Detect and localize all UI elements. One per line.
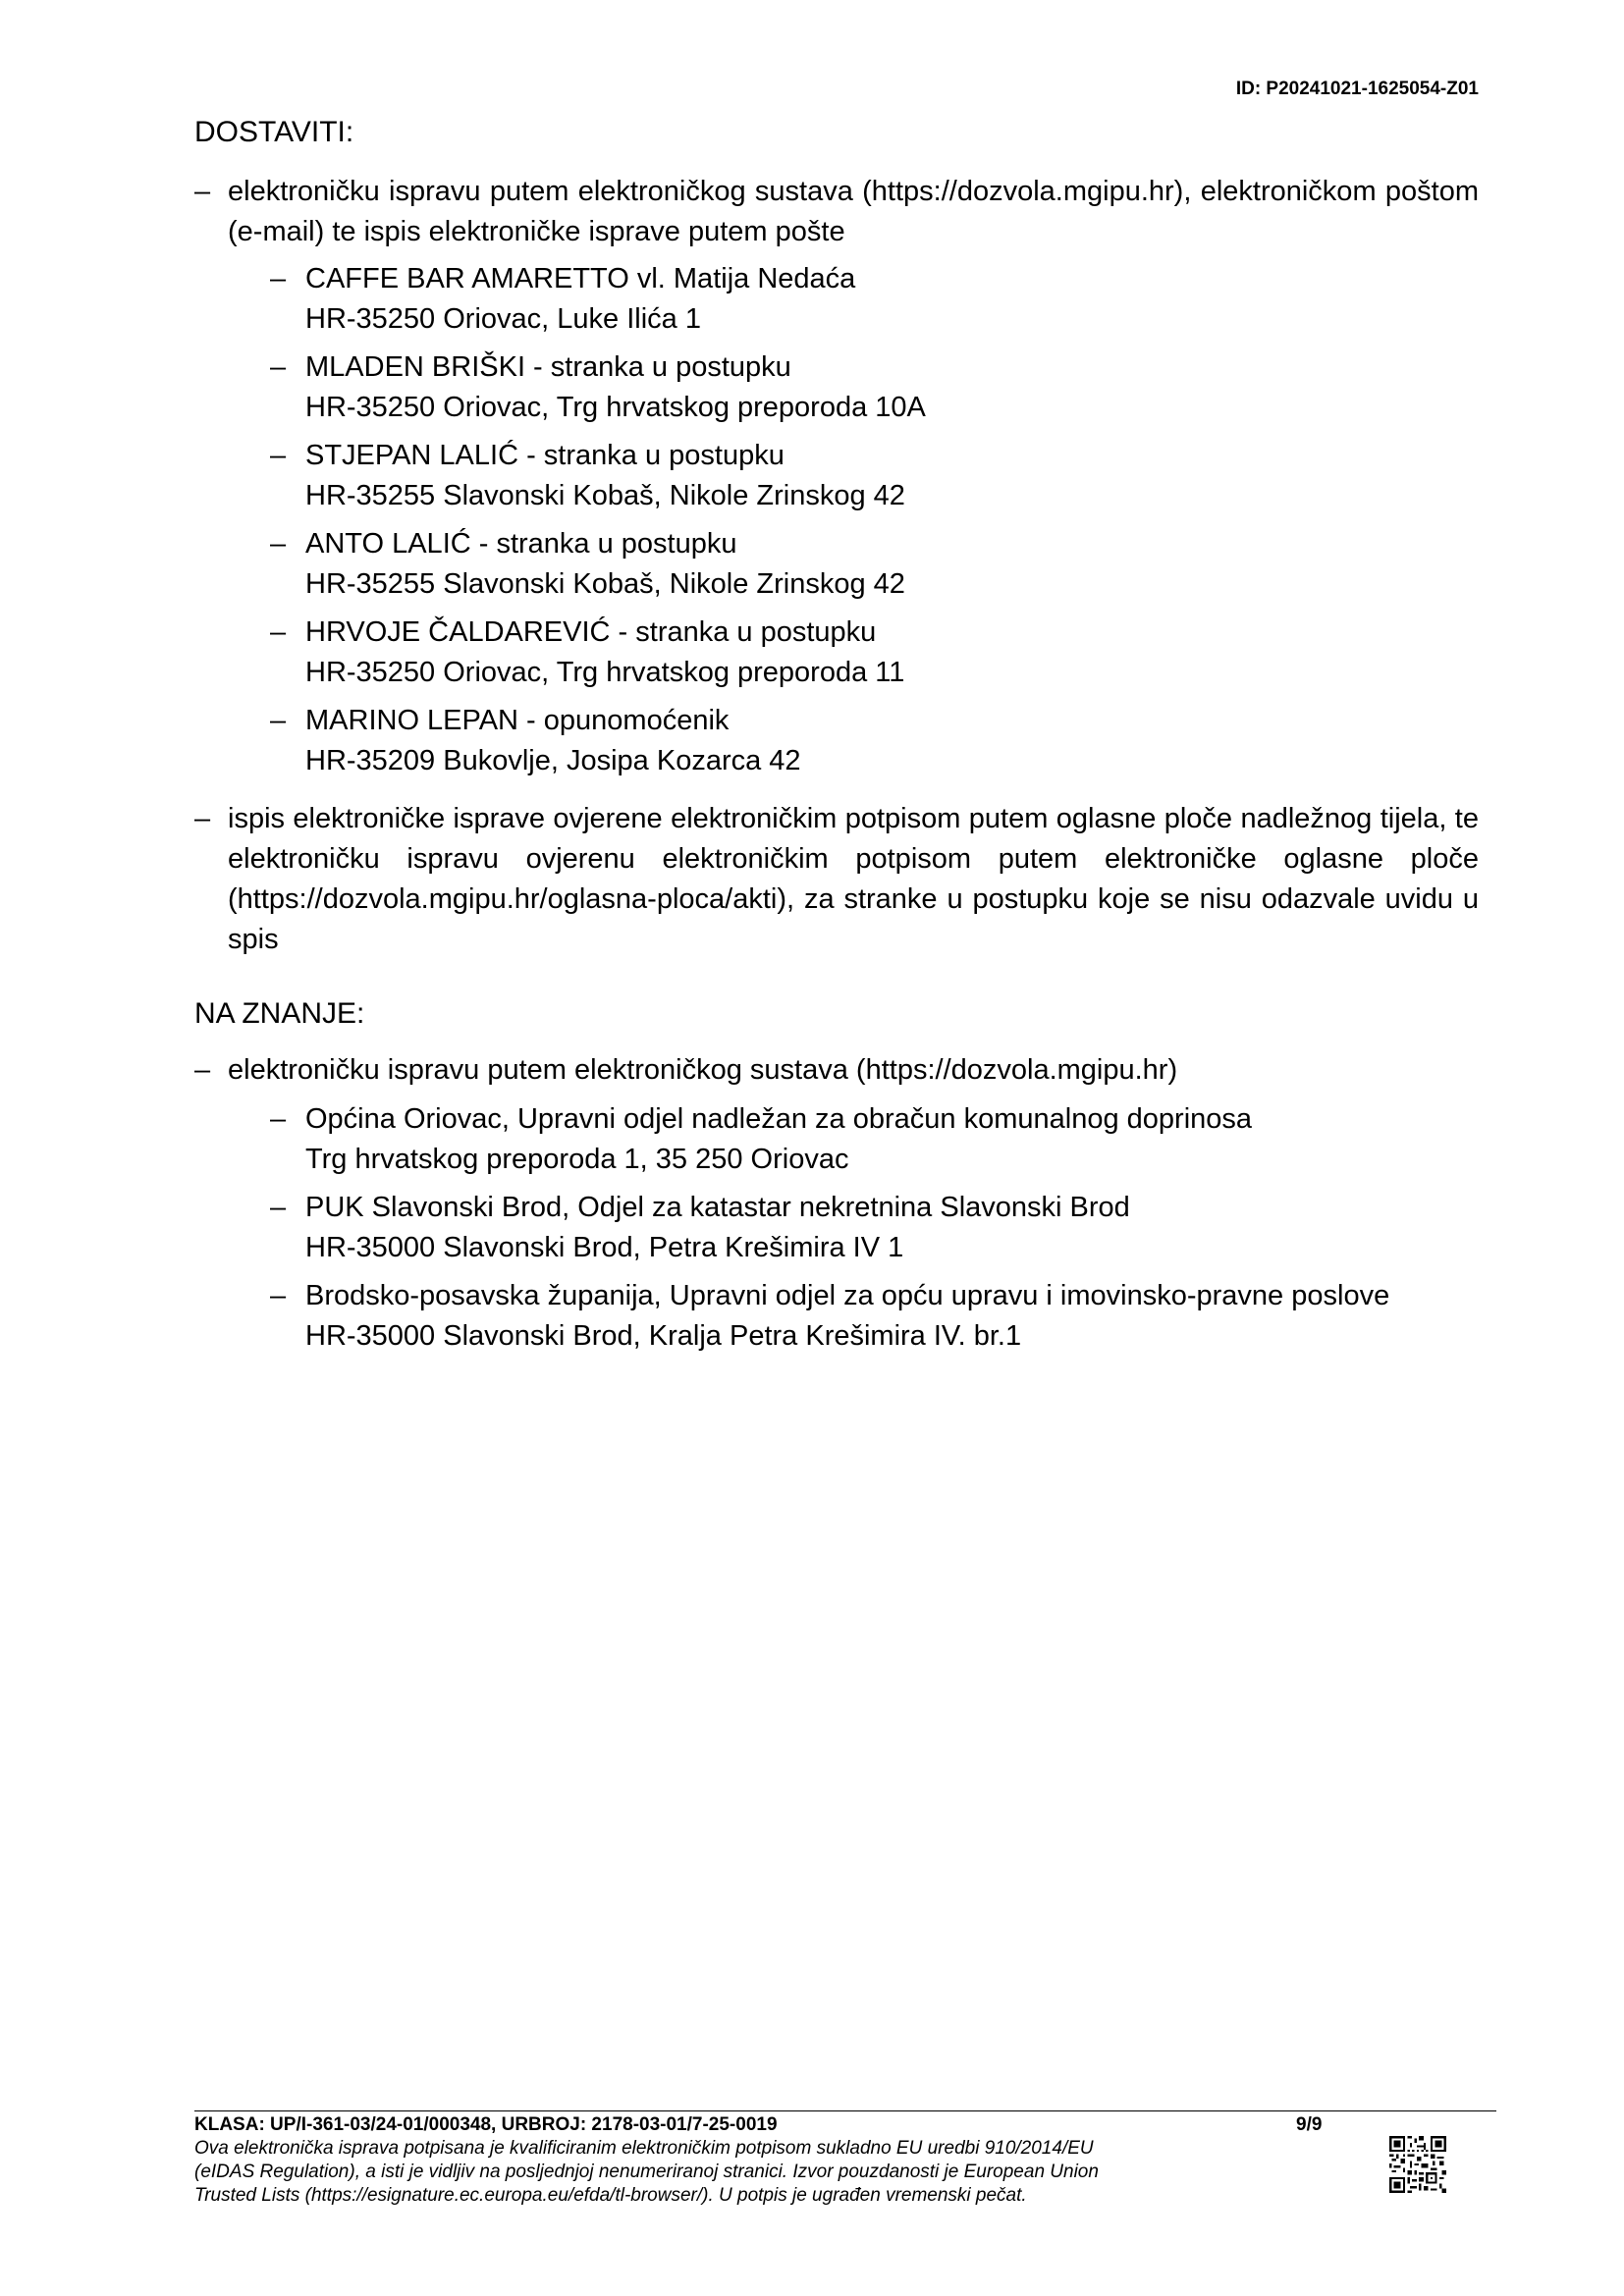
signature-note-line: Trusted Lists (https://esignature.ec.europa.eu/efda/tl-browser/). U potpis je ugrađen vremenski pečat. [194,2185,1027,2206]
list-item [270,259,855,340]
dostaviti-intro-2 [194,799,1479,960]
na-znanje-intro-text: elektroničku ispravu putem elektroničkog sustava (https://dozvola.mgipu.hr) [228,1054,1178,1086]
list-item [270,524,905,605]
na-znanje-heading: NA ZNANJE: [194,997,365,1030]
qr-code-icon [1389,2136,1446,2193]
dostaviti-intro-1-text: elektroničku ispravu putem elektroničkog sustava (https://dozvola.mgipu.hr), elektroničkom poštom (e-mail) te ispis elektroničke isprave putem pošte [228,176,1479,247]
dash-marker: – [194,803,211,834]
dash-marker: – [270,1103,287,1135]
recipient-name: PUK Slavonski Brod, Odjel za katastar nekretnina Slavonski Brod [305,1192,1130,1223]
signature-note-line: (eIDAS Regulation), a isti je vidljiv na posljednjoj nenumeriranoj stranici. Izvor pouzdanosti je European Union [194,2162,1099,2182]
dash-marker: – [270,351,287,383]
dostaviti-intro-1 [194,172,1479,252]
page-number: 9/9 [1296,2114,1323,2135]
recipient-address: HR-35000 Slavonski Brod, Petra Krešimira IV 1 [305,1232,904,1263]
list-item [270,701,801,781]
footer-divider [194,2110,1496,2111]
recipient-name: MARINO LEPAN - opunomoćenik [305,705,730,736]
recipient-name: MLADEN BRIŠKI - stranka u postupku [305,351,791,383]
recipient-address: Trg hrvatskog preporoda 1, 35 250 Oriovac [305,1144,849,1175]
recipient-address: HR-35255 Slavonski Kobaš, Nikole Zrinskog 42 [305,480,905,511]
signature-note-line: Ova elektronička isprava potpisana je kvalificiranim elektroničkim potpisom sukladno EU uredbi 910/2014/EU [194,2138,1094,2159]
list-item [270,1276,1389,1357]
footer-klasa: KLASA: UP/I-361-03/24-01/000348, URBROJ: 2178-03-01/7-25-0019 [194,2114,778,2135]
recipient-name: STJEPAN LALIĆ - stranka u postupku [305,440,785,471]
recipient-address: HR-35250 Oriovac, Luke Ilića 1 [305,303,701,335]
recipient-name: CAFFE BAR AMARETTO vl. Matija Nedaća [305,263,856,294]
dash-marker: – [270,440,287,471]
dash-marker: – [270,705,287,736]
na-znanje-intro [194,1050,1479,1091]
recipient-address: HR-35000 Slavonski Brod, Kralja Petra Krešimira IV. br.1 [305,1320,1022,1352]
dash-marker: – [194,1054,211,1086]
recipient-name: ANTO LALIĆ - stranka u postupku [305,528,737,560]
dash-marker: – [270,616,287,648]
list-item [270,347,926,428]
recipient-address: HR-35209 Bukovlje, Josipa Kozarca 42 [305,745,801,776]
document-id: ID: P20241021-1625054-Z01 [1235,79,1479,99]
dash-marker: – [270,1280,287,1311]
recipient-name: HRVOJE ČALDAREVIĆ - stranka u postupku [305,616,877,648]
recipient-address: HR-35250 Oriovac, Trg hrvatskog preporoda 10A [305,392,926,423]
list-item [270,613,904,693]
recipient-name: Brodsko-posavska županija, Upravni odjel za opću upravu i imovinsko-pravne poslove [305,1280,1390,1311]
dash-marker: – [270,263,287,294]
list-item [270,436,905,516]
dash-marker: – [270,1192,287,1223]
recipient-name: Općina Oriovac, Upravni odjel nadležan za obračun komunalnog doprinosa [305,1103,1253,1135]
recipient-address: HR-35250 Oriovac, Trg hrvatskog preporoda 11 [305,657,905,688]
list-item [270,1188,1130,1268]
list-item [270,1099,1252,1180]
dash-marker: – [194,176,211,207]
dostaviti-heading: DOSTAVITI: [194,116,354,148]
recipient-address: HR-35255 Slavonski Kobaš, Nikole Zrinskog 42 [305,568,905,600]
dostaviti-intro-2-text: ispis elektroničke isprave ovjerene elektroničkim potpisom putem oglasne ploče nadležnog tijela, te elektroničku ispravu ovjerenu elektroničkim potpisom putem elektroničke oglasne ploče (https://dozvola.mgipu.hr/oglasna-ploca/akti), za stranke u postupku koje se nisu odazvale uvidu u spis [228,803,1479,955]
dash-marker: – [270,528,287,560]
signature-note [194,2137,1304,2208]
